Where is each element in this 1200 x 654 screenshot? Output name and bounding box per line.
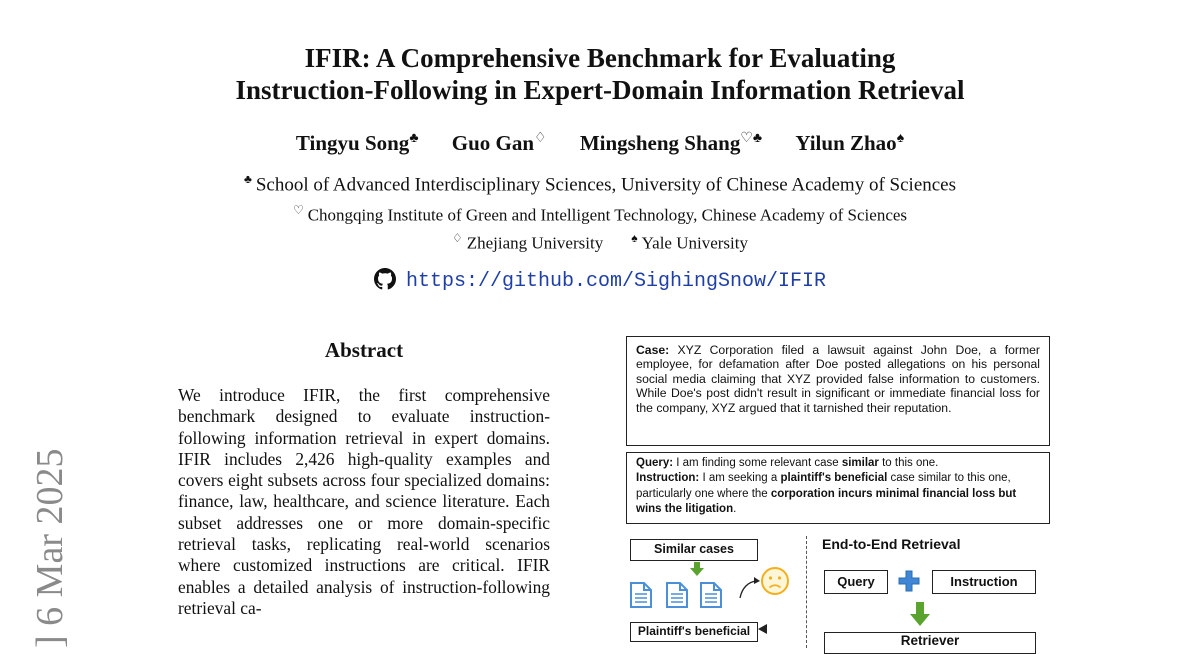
abstract-body: We introduce IFIR, the first comprehensive benchmark designed to evaluate instruction-following information retrieval in expert domains. IFIR includes 2,426 high-quality examples and covers eight subsets across four specialized domains: finance, law, healthcare, and science literature. Each subset addresses one or more domain-specific retrieval tasks, replicating real-world scenarios where customized instructions are critical. IFIR enables a detailed analysis of instruction-following retrieval ca- [178,385,551,618]
case-box: Case: XYZ Corporation filed a lawsuit against John Doe, a former employee, for defamation after Doe posted allegations on his personal social media claiming that XYZ provided false information to customers. While Doe's post didn't result in significant or immediate financial loss for the company, XYZ argued that it tarnished their reputation. [626,336,1050,446]
paper-title [0,42,1200,106]
pointer-arrow-icon [758,624,768,634]
plaintiff-beneficial-box: Plaintiff's beneficial [630,622,758,642]
arxiv-stamp: ] 6 Mar 2025 [29,448,71,648]
github-link[interactable]: https://github.com/SighingSnow/IFIR [0,268,1200,293]
down-arrow-icon [910,602,930,626]
affiliation: ♡ Chongqing Institute of Green and Intelligent Technology, Chinese Academy of Sciences [292,203,908,225]
similar-cases-box: Similar cases [630,539,758,561]
curved-arrow-icon [736,576,762,600]
query-box: Query [824,570,888,594]
dashed-divider [806,536,807,648]
author: Guo Gan♢ [451,131,547,155]
title-line-2: Instruction-Following in Expert-Domain Information Retrieval [235,75,965,105]
end-to-end-heading: End-to-End Retrieval [822,536,961,552]
figure-1 [626,336,1050,648]
author: Tingyu Song♣ [295,131,419,155]
down-arrow-icon [690,562,704,576]
document-icon [630,582,652,608]
github-icon [374,268,396,290]
sad-face-icon [760,566,790,596]
affiliation: ♢ Zhejiang University ♠ Yale University [451,231,748,253]
author-list [0,130,1200,156]
instruction-box: Instruction [932,570,1036,594]
query-instruction-box: Query: I am finding some relevant case similar to this one. Instruction: I am seeking a plaintiff's beneficial case similar to this one, particularly one where the corporation incurs minimal financial loss but wins the litigation. [626,452,1050,524]
abstract-heading: Abstract [324,338,404,362]
author: Mingsheng Shang♡♣ [579,131,763,155]
plus-icon [898,570,920,592]
author: Yilun Zhao♠ [795,131,905,155]
affiliation: ♣ School of Advanced Interdisciplinary Sciences, University of Chinese Academy of Sciences [243,172,957,196]
document-icon [700,582,722,608]
retriever-box: Retriever [824,632,1036,654]
document-icon [666,582,688,608]
title-line-1: IFIR: A Comprehensive Benchmark for Evaluating [304,43,896,73]
